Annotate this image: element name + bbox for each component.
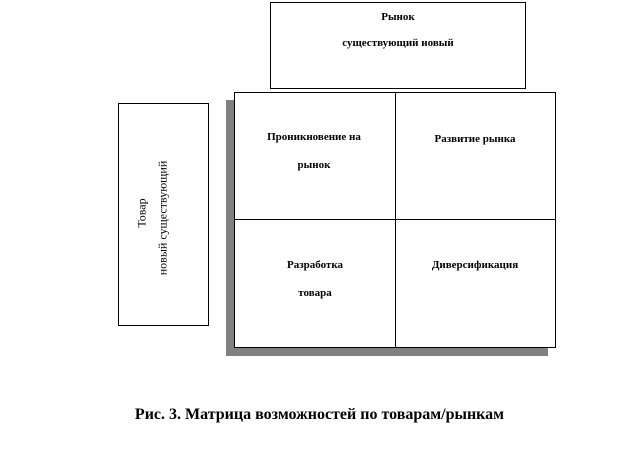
product-subtitle: новый существующий	[155, 160, 169, 275]
market-header-box	[270, 2, 526, 89]
figure-caption: Рис. 3. Матрица возможностей по товарам/рынкам	[134, 406, 505, 423]
matrix-divider-vertical	[395, 93, 396, 347]
cell-product-development-line2: товара	[298, 287, 332, 299]
market-title: Рынок	[381, 11, 415, 23]
cell-diversification-line1: Диверсификация	[431, 259, 519, 271]
product-header-box	[118, 103, 209, 326]
product-title: Товар	[134, 197, 148, 228]
matrix-divider-horizontal	[235, 219, 555, 220]
cell-market-penetration	[253, 123, 375, 179]
cell-market-development-line1: Развитие рынка	[434, 133, 516, 145]
market-subtitle: существующий новый	[342, 37, 454, 49]
cell-market-development	[415, 125, 535, 153]
cell-market-penetration-line1: Проникновение на	[267, 131, 361, 143]
cell-product-development-line1: Разработка	[286, 259, 344, 271]
opportunity-matrix	[234, 92, 556, 348]
cell-product-development	[265, 251, 365, 307]
cell-diversification	[411, 251, 539, 279]
cell-market-penetration-line2: рынок	[297, 159, 331, 171]
